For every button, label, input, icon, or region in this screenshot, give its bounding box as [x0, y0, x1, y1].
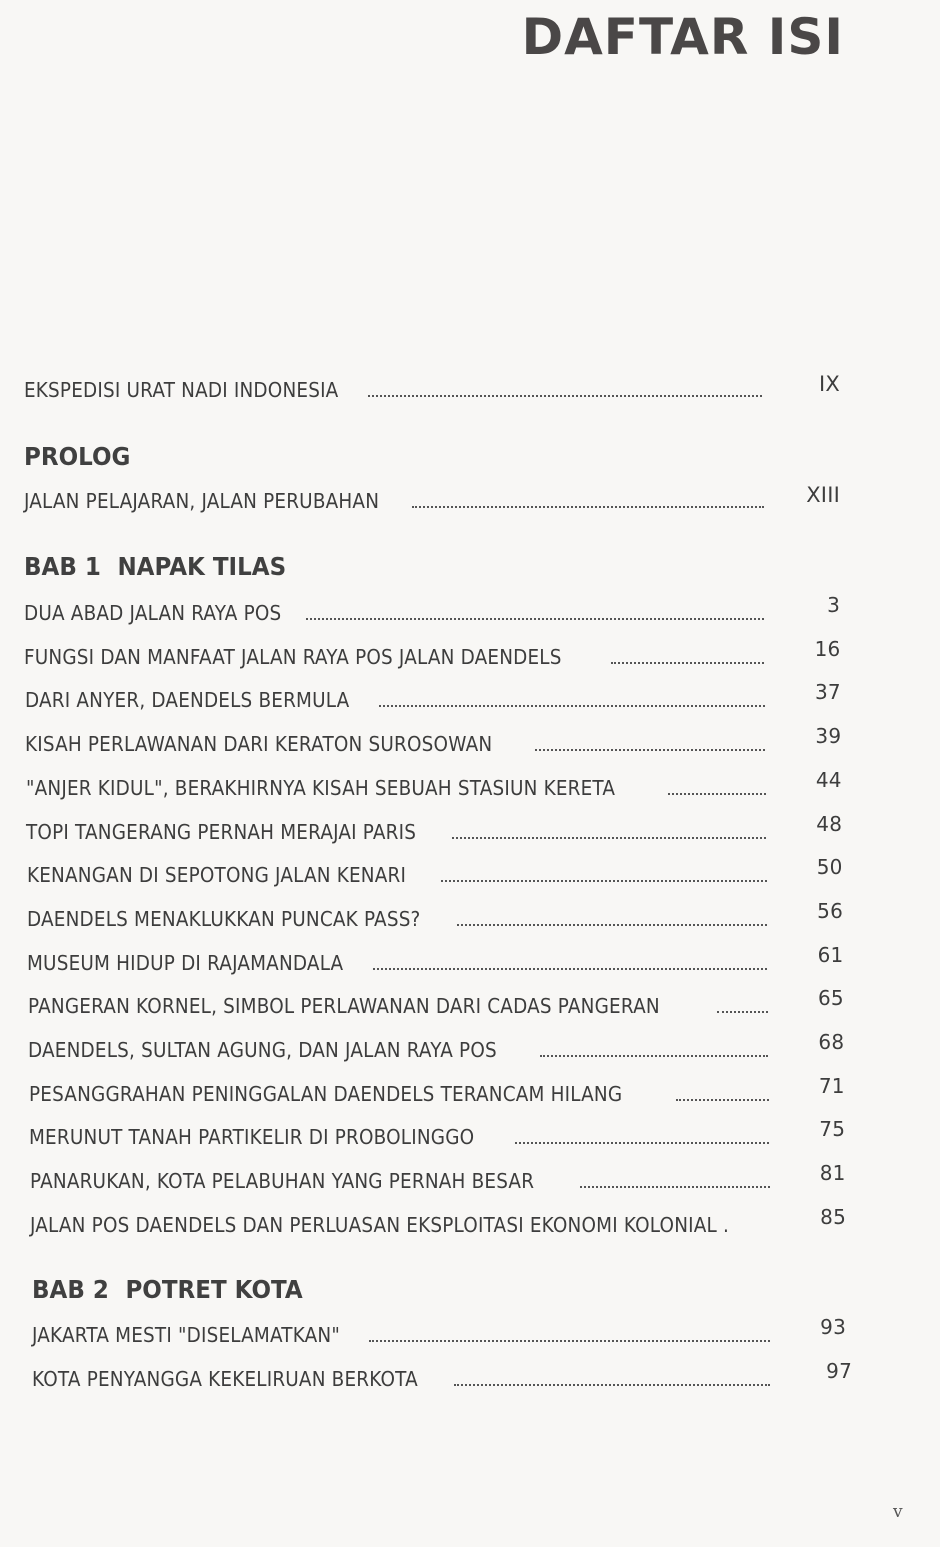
toc-entry-page: 39 — [815, 724, 842, 749]
toc-entry-label: "ANJER KIDUL", BERAKHIRNYA KISAH SEBUAH STASIUN KERETA — [25, 775, 615, 800]
toc-entry-page: XIII — [806, 483, 840, 507]
dot-leader — [457, 923, 767, 926]
dot-leader — [412, 505, 764, 508]
dot-leader — [369, 1339, 770, 1342]
toc-entry-page: 61 — [817, 942, 844, 967]
toc-entry-page: 75 — [819, 1117, 846, 1142]
dot-leader — [441, 879, 767, 882]
toc-entry[interactable] — [32, 1365, 774, 1393]
toc-entry[interactable] — [24, 599, 768, 627]
toc-entry-page: 3 — [827, 593, 840, 617]
toc-entry-label: PANGERAN KORNEL, SIMBOL PERLAWANAN DARI CADAS PANGERAN — [27, 994, 660, 1019]
page-title: DAFTAR ISI — [521, 8, 844, 66]
toc-entry[interactable] — [29, 1123, 773, 1151]
dot-leader — [668, 792, 766, 795]
toc-entry-page: 56 — [817, 898, 843, 923]
toc-entry-label: DAENDELS MENAKLUKKAN PUNCAK PASS? — [27, 906, 421, 931]
toc-entry-label: DUA ABAD JALAN RAYA POS — [24, 601, 282, 625]
toc-entry-label: PANARUKAN, KOTA PELABUHAN YANG PERNAH BESAR — [29, 1169, 534, 1194]
dot-leader — [717, 1010, 768, 1013]
section-heading-prolog: PROLOG — [24, 442, 131, 471]
toc-entry-page: 97 — [826, 1359, 852, 1383]
toc-entry-page: 68 — [818, 1030, 845, 1054]
toc-entry[interactable] — [30, 1211, 774, 1239]
dot-leader — [373, 967, 767, 970]
dot-leader — [540, 1054, 768, 1057]
toc-entry-label: JALAN POS DAENDELS DAN PERLUASAN EKSPLOITASI EKONOMI KOLONIAL . — [30, 1212, 730, 1237]
toc-entry-page: 48 — [816, 811, 843, 836]
toc-entry-page: 65 — [817, 986, 844, 1011]
toc-entry[interactable] — [24, 643, 768, 671]
toc-entry[interactable] — [26, 818, 770, 846]
toc-entry-label: DARI ANYER, DAENDELS BERMULA — [24, 688, 350, 713]
toc-entry-intro[interactable] — [24, 376, 766, 404]
dot-leader — [611, 661, 765, 664]
toc-entry[interactable] — [29, 1080, 773, 1108]
toc-entry-label: FUNGSI DAN MANFAAT JALAN RAYA POS JALAN DAENDELS — [24, 644, 563, 669]
toc-entry[interactable] — [27, 949, 771, 977]
toc-entry-page: 37 — [814, 680, 841, 705]
toc-entry[interactable] — [30, 1167, 774, 1195]
toc-entry[interactable] — [26, 774, 770, 802]
toc-entry-label: JAKARTA MESTI "DISELAMATKAN" — [32, 1323, 341, 1347]
toc-entry[interactable] — [28, 992, 772, 1020]
chapter-title: NAPAK TILAS — [117, 552, 287, 581]
dot-leader — [306, 617, 764, 620]
toc-entry[interactable] — [28, 1036, 772, 1064]
dot-leader — [580, 1185, 770, 1188]
toc-entry[interactable] — [25, 686, 769, 714]
toc-entry[interactable] — [27, 861, 771, 889]
dot-leader — [454, 1383, 770, 1386]
toc-entry-page: IX — [819, 372, 840, 396]
toc-entry-page: 16 — [814, 636, 841, 661]
section-heading-bab1 — [24, 552, 286, 581]
dot-leader — [379, 704, 764, 707]
chapter-number: BAB 1 — [24, 552, 101, 581]
toc-entry-label: PESANGGRAHAN PENINGGALAN DAENDELS TERANCAM HILANG — [28, 1081, 623, 1106]
toc-entry-label: TOPI TANGERANG PERNAH MERAJAI PARIS — [26, 819, 417, 844]
toc-entry-page: 85 — [820, 1204, 846, 1229]
toc-entry-page: 44 — [815, 767, 842, 792]
dot-leader — [368, 394, 762, 397]
toc-entry-label: EKSPEDISI URAT NADI INDONESIA — [24, 378, 339, 402]
chapter-number: BAB 2 — [32, 1275, 109, 1304]
toc-entry[interactable] — [27, 905, 771, 933]
toc-entry[interactable] — [25, 730, 769, 758]
chapter-title: POTRET KOTA — [125, 1275, 303, 1304]
page-number: v — [893, 1502, 903, 1522]
toc-entry-label: JALAN PELAJARAN, JALAN PERUBAHAN — [24, 489, 380, 513]
toc-entry-page: 71 — [818, 1073, 845, 1098]
toc-entry-page: 93 — [820, 1315, 846, 1339]
dot-leader — [515, 1141, 769, 1144]
toc-entry-label: MUSEUM HIDUP DI RAJAMANDALA — [27, 950, 344, 975]
toc-entry-label: KOTA PENYANGGA KEKELIRUAN BERKOTA — [32, 1367, 418, 1391]
dot-leader — [452, 836, 766, 839]
toc-entry-label: KENANGAN DI SEPOTONG JALAN KENARI — [26, 863, 406, 888]
toc-entry-label: DAENDELS, SULTAN AGUNG, DAN JALAN RAYA POS — [28, 1038, 498, 1062]
dot-leader — [676, 1098, 769, 1101]
toc-entry-label: MERUNUT TANAH PARTIKELIR DI PROBOLINGGO — [29, 1125, 475, 1150]
section-heading-bab2 — [32, 1275, 303, 1304]
toc-entry-page: 81 — [819, 1161, 846, 1186]
dot-leader — [535, 748, 765, 751]
toc-entry-page: 50 — [816, 855, 843, 880]
toc-entry-label: KISAH PERLAWANAN DARI KERATON SUROSOWAN — [25, 732, 493, 757]
toc-entry[interactable] — [32, 1321, 774, 1349]
toc-entry[interactable] — [24, 487, 768, 515]
